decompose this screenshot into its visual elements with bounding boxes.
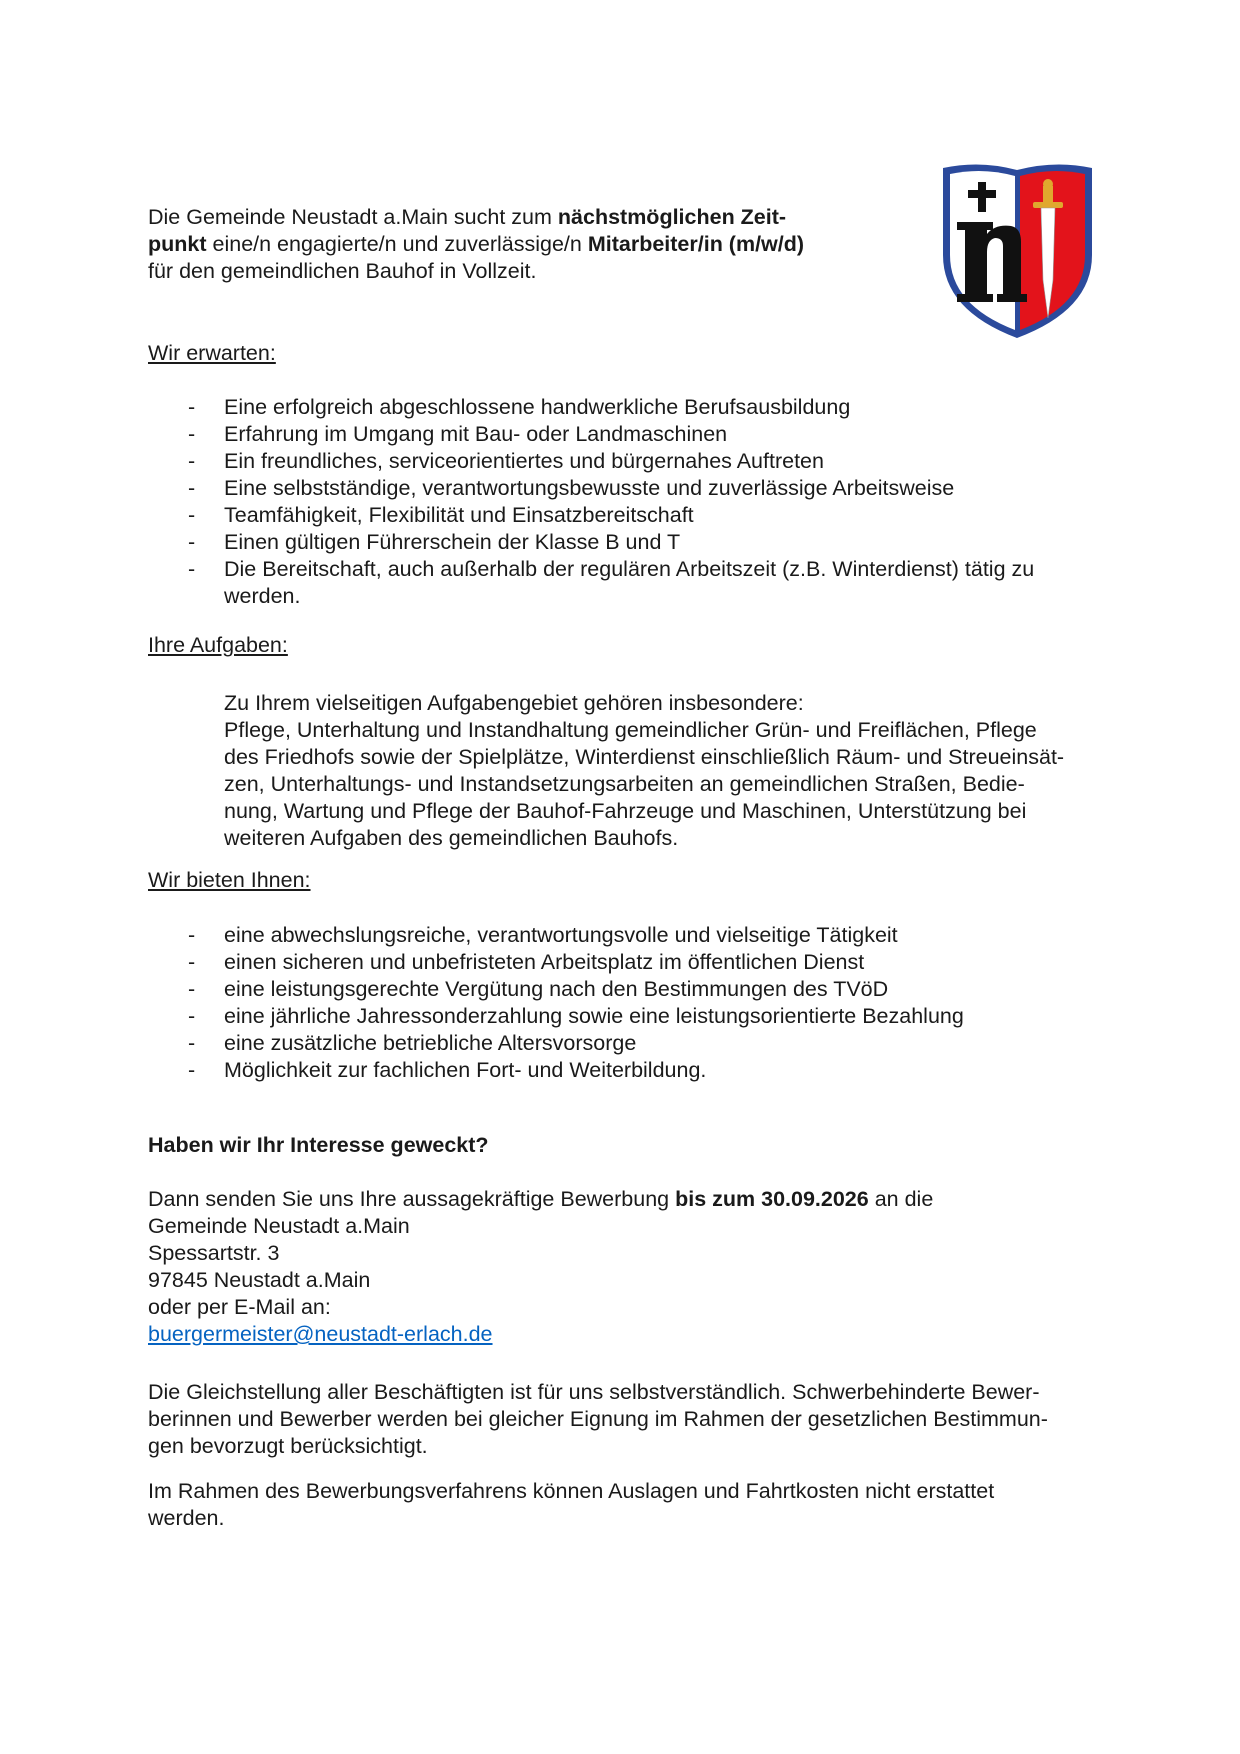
list-item: - eine leistungsgerechte Vergütung nach den Bestimmungen des TVöD xyxy=(188,977,889,1001)
tasks-heading: Ihre Aufgaben: xyxy=(148,633,288,657)
deadline: bis zum 30.09.2026 xyxy=(675,1187,869,1211)
list-item: - Ein freundliches, serviceorientiertes und bürgernahes Auftreten xyxy=(188,449,824,473)
list-item: - Die Bereitschaft, auch außerhalb der regulären Arbeitszeit (z.B. Winterdienst) tätig zu werden. xyxy=(188,557,1035,608)
list-item: - Möglichkeit zur fachlichen Fort- und Weiterbildung. xyxy=(188,1058,707,1082)
expect-list xyxy=(148,394,1108,610)
costs-paragraph xyxy=(148,1478,1148,1532)
expect-heading: Wir erwarten: xyxy=(148,341,276,365)
intro-text-2: eine/n engagierte/n und zuverlässige/n xyxy=(206,232,588,256)
tasks-line: nung, Wartung und Pflege der Bauhof-Fahrzeuge und Maschinen, Unterstützung bei xyxy=(224,799,1027,823)
list-item: - Einen gültigen Führerschein der Klasse B und T xyxy=(188,530,681,554)
tasks-line: Pflege, Unterhaltung und Instandhaltung gemeindlicher Grün- und Freiflächen, Pflege xyxy=(224,718,1037,742)
offer-list xyxy=(148,922,1108,1084)
tasks-line: des Friedhofs sowie der Spielplätze, Winterdienst einschließlich Räum- und Streueinsät- xyxy=(224,745,1065,769)
contact-line-1: Dann senden Sie uns Ihre aussagekräftige Bewerbung bis zum 30.09.2026 an die xyxy=(148,1187,934,1211)
contact-email-label: oder per E-Mail an: xyxy=(148,1295,331,1319)
intro-text: Die Gemeinde Neustadt a.Main sucht zum xyxy=(148,205,558,229)
intro-bold-date: nächstmöglichen Zeit- xyxy=(557,205,787,229)
tasks-intro: Zu Ihrem vielseitigen Aufgabengebiet gehören insbesondere: xyxy=(224,691,804,715)
equality-line: berinnen und Bewerber werden bei gleicher Eignung im Rahmen der gesetzlichen Bestimmun- xyxy=(148,1407,1048,1431)
contact-street: Spessartstr. 3 xyxy=(148,1241,280,1265)
list-item: - eine abwechslungsreiche, verantwortungsvolle und vielseitige Tätigkeit xyxy=(188,923,898,947)
list-item: - Teamfähigkeit, Flexibilität und Einsatzbereitschaft xyxy=(188,503,694,527)
coat-of-arms-icon xyxy=(935,160,1100,342)
intro-bold-date-2: punkt xyxy=(148,232,207,256)
list-item: - Eine erfolgreich abgeschlossene handwerkliche Berufsausbildung xyxy=(188,395,851,419)
intro-text-3: für den gemeindlichen Bauhof in Vollzeit. xyxy=(148,259,537,283)
email-link[interactable]: buergermeister@neustadt-erlach.de xyxy=(148,1322,493,1346)
contact-name: Gemeinde Neustadt a.Main xyxy=(148,1214,410,1238)
list-item: - einen sicheren und unbefristeten Arbeitsplatz im öffentlichen Dienst xyxy=(188,950,865,974)
list-item: - eine jährliche Jahressonderzahlung sowie eine leistungsorientierte Bezahlung xyxy=(188,1004,964,1028)
tasks-text xyxy=(224,690,1129,852)
list-item: - eine zusätzliche betriebliche Altersvorsorge xyxy=(188,1031,637,1055)
equality-line: Die Gleichstellung aller Beschäftigten ist für uns selbstverständlich. Schwerbehinderte Bewer- xyxy=(148,1380,1040,1404)
intro-paragraph xyxy=(148,204,928,285)
contact-block xyxy=(148,1186,1108,1348)
list-item: - Erfahrung im Umgang mit Bau- oder Landmaschinen xyxy=(188,422,728,446)
equality-paragraph xyxy=(148,1379,1148,1460)
costs-line: werden. xyxy=(148,1506,225,1530)
tasks-line: weiteren Aufgaben des gemeindlichen Bauhofs. xyxy=(224,826,679,850)
equality-line: gen bevorzugt berücksichtigt. xyxy=(148,1434,428,1458)
offer-heading: Wir bieten Ihnen: xyxy=(148,868,311,892)
list-item: - Eine selbstständige, verantwortungsbewusste und zuverlässige Arbeitsweise xyxy=(188,476,955,500)
costs-line: Im Rahmen des Bewerbungsverfahrens können Auslagen und Fahrtkosten nicht erstattet xyxy=(148,1479,995,1503)
contact-heading: Haben wir Ihr Interesse geweckt? xyxy=(148,1133,489,1157)
tasks-line: zen, Unterhaltungs- und Instandsetzungsarbeiten an gemeindlichen Straßen, Bedie- xyxy=(224,772,1025,796)
intro-bold-position: Mitarbeiter/in (m/w/d) xyxy=(587,232,805,256)
contact-city: 97845 Neustadt a.Main xyxy=(148,1268,371,1292)
